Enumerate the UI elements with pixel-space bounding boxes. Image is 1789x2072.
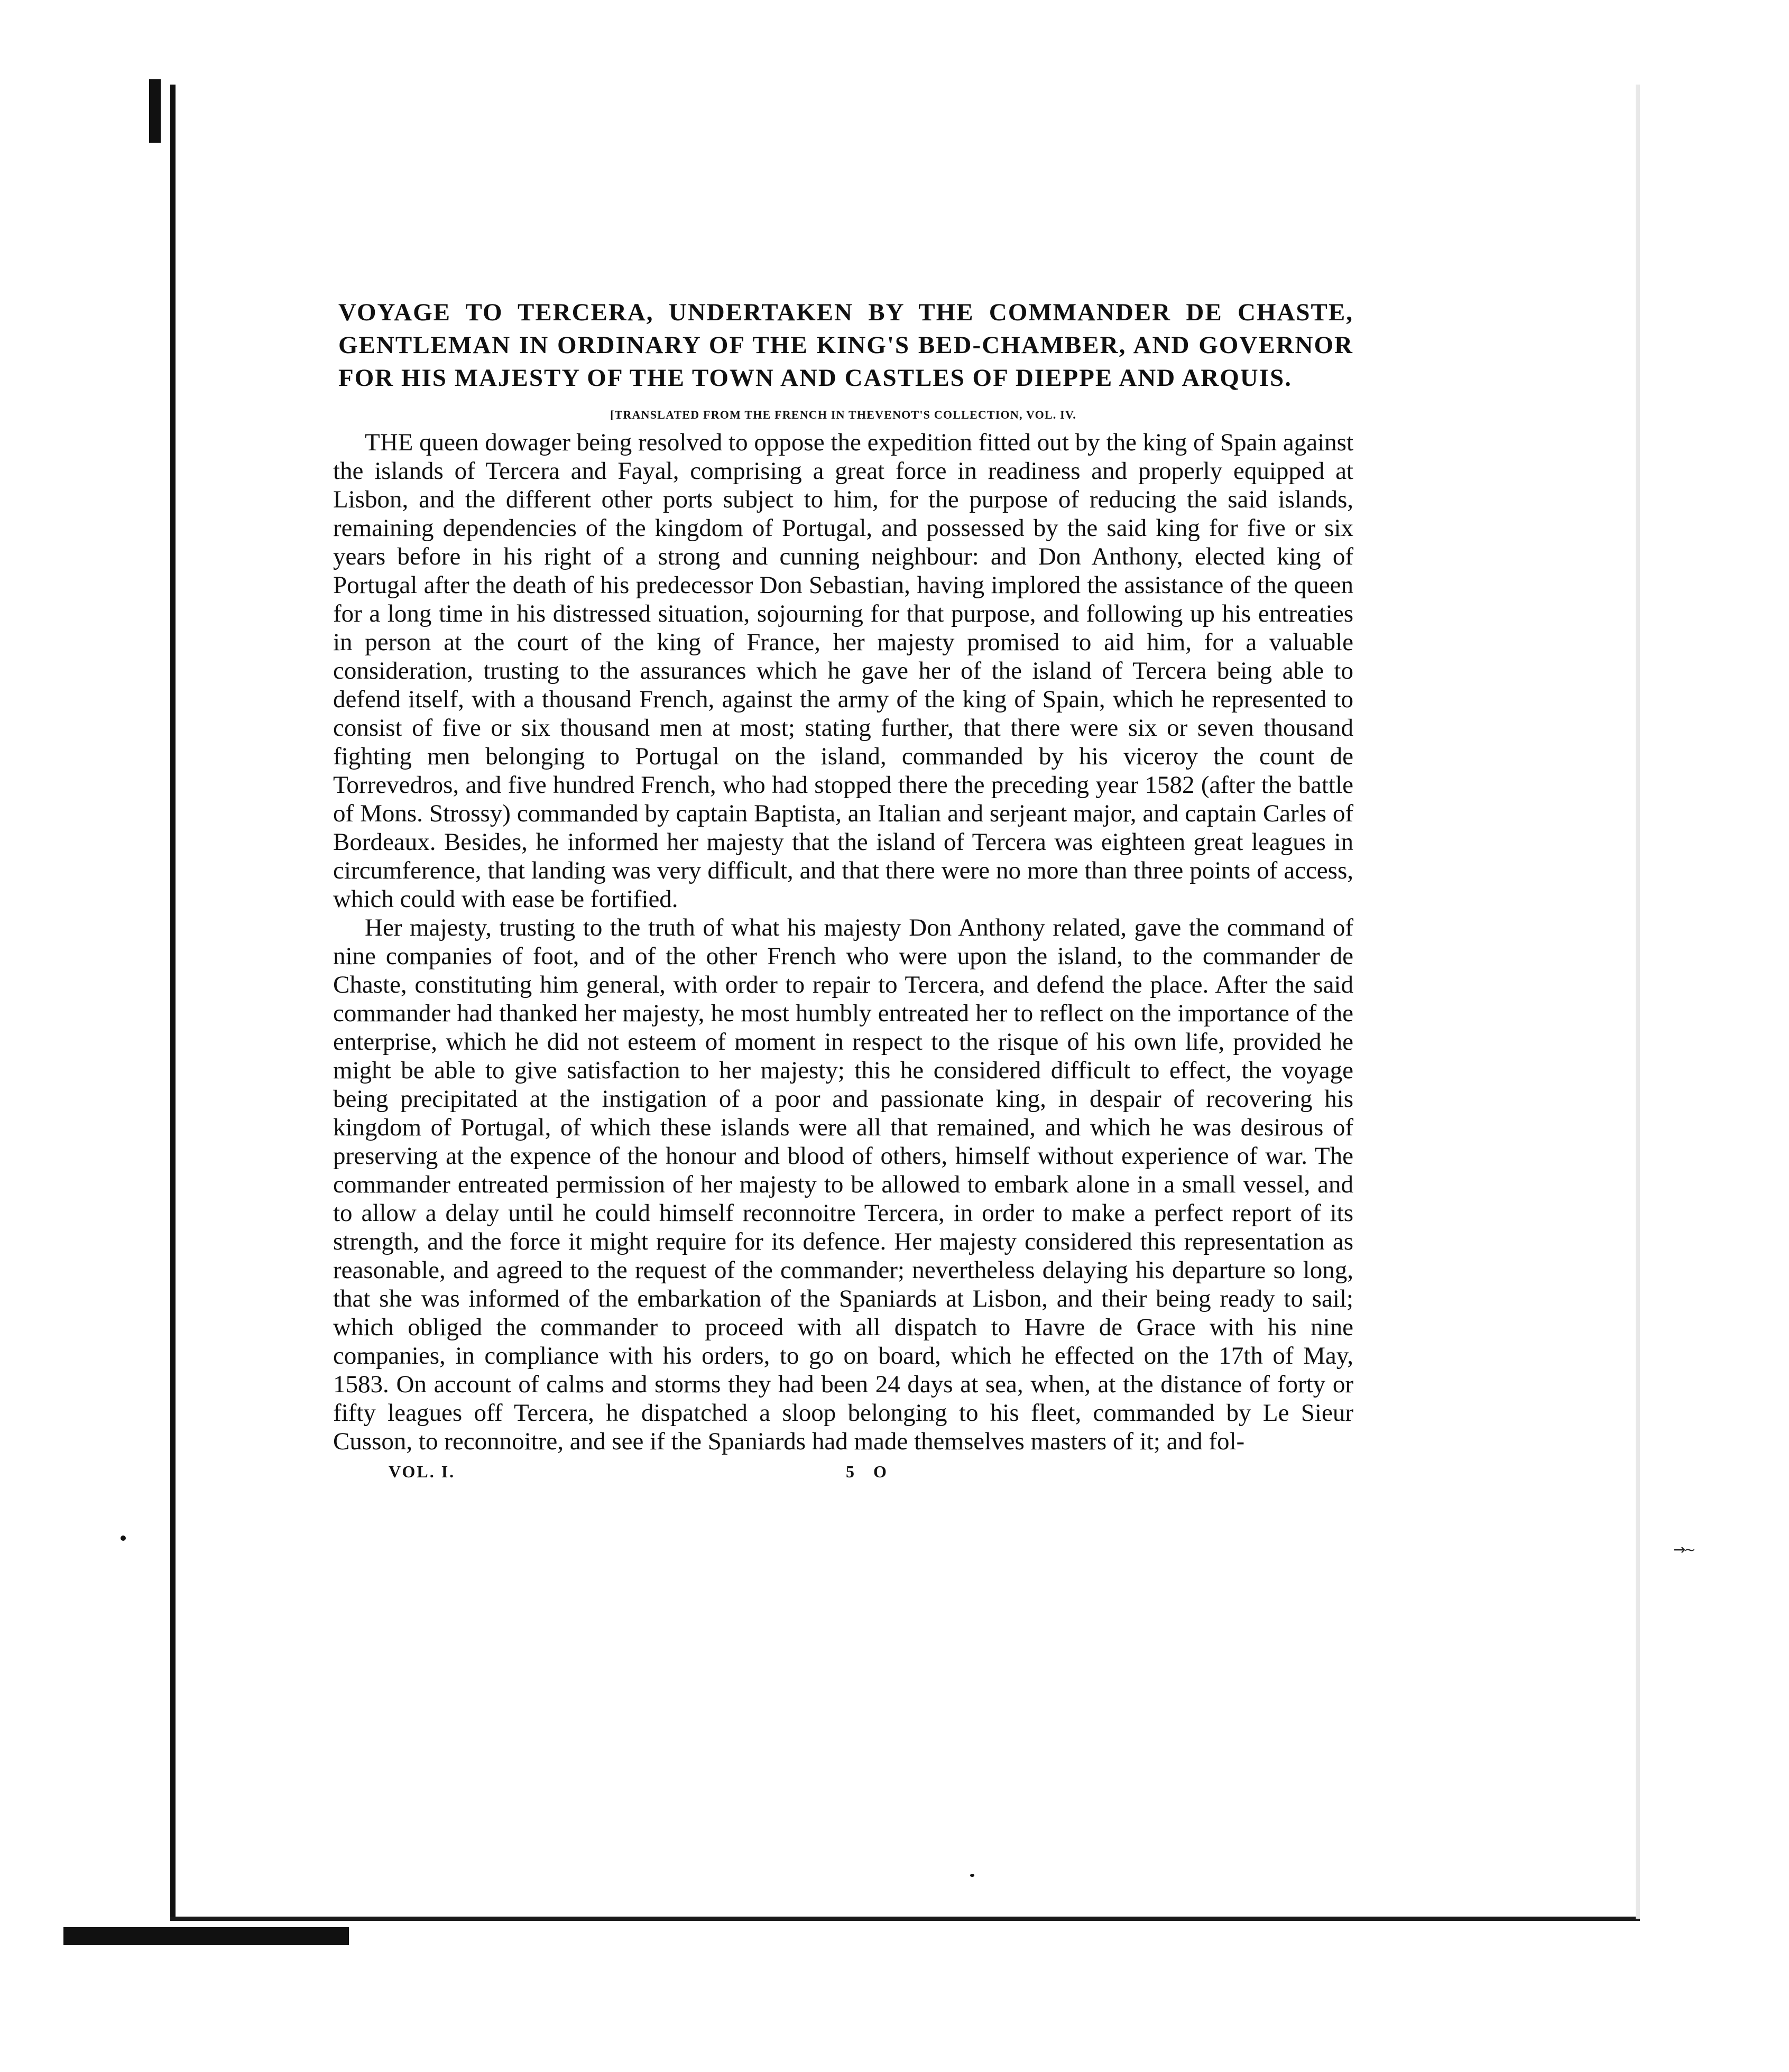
paragraph-1: THE queen dowager being resolved to oppose the expedition fitted out by the king of Spain against the islands of Tercera and Fayal, comprising a great force in readiness and properly equipped at Lisbon, and the different other ports subject to him, for the purpose of reducing the said islands, remaining dependencies of the kingdom of Portugal, and possessed by the said king for five or six years before in his right of a strong and cunning neighbour: and Don Anthony, elected king of Portugal after the death of his predecessor Don Sebastian, having implored the assistance of the queen for a long time in his distressed situation, sojourning for that purpose, and following up his entreaties in person at the court of the king of France, her majesty promised to aid him, for a valuable consideration, trusting to the assurances which he gave her of the island of Tercera being able to defend itself, with a thousand French, against the army of the king of Spain, which he represented to consist of five or six thousand men at most; stating further, that there were six or seven thousand fighting men belonging to Portugal on the island, commanded by his viceroy the count de Torrevedros, and five hundred French, who had stopped there the preceding year 1582 (after the battle of Mons. Strossy) commanded by captain Baptista, an Italian and serjeant major, and captain Carles of Bordeaux. Besides, he informed her majesty that the island of Tercera was eighteen great leagues in circumference, that landing was very difficult, and that there were no more than three points of access, which could with ease be fortified.: [333, 429, 1353, 913]
signature-mark: 5 O: [846, 1462, 894, 1481]
scan-speck: [121, 1536, 126, 1541]
scan-speck: [970, 1874, 974, 1877]
page-footer: [333, 1462, 1353, 1483]
document-page: [333, 296, 1353, 1483]
paragraph-2: Her majesty, trusting to the truth of what his majesty Don Anthony related, gave the command of nine companies of foot, and of the other French who were upon the island, to the commander de Chaste, constituting him general, with order to repair to Tercera, and defend the place. After the said commander had thanked her majesty, he most humbly entreated her to reflect on the importance of the enterprise, which he did not esteem of moment in respect to the risque of his own life, provided he might be able to give satisfaction to her majesty; this he considered difficult to effect, the voyage being precipitated at the instigation of a poor and passionate king, in despair of recovering his kingdom of Portugal, of which these islands were all that remained, and which he was desirous of preserving at the expence of the honour and blood of others, himself without experience of war. The commander entreated permission of her majesty to be allowed to embark alone in a small vessel, and to allow a delay until he could himself reconnoitre Tercera, in order to make a perfect report of its strength, and the force it might require for its defence. Her majesty considered this representation as reasonable, and agreed to the request of the commander; nevertheless delaying his departure so long, that she was informed of the embarkation of the Spaniards at Lisbon, and their being ready to sail; which obliged the commander to proceed with all dispatch to Havre de Grace with his nine companies, in compliance with his orders, to go on board, which he effected on the 17th of May, 1583. On account of calms and storms they had been 24 days at sea, when, at the distance of forty or fifty leagues off Tercera, he dispatched a sloop belonging to his fleet, commanded by Le Sieur Cusson, to reconnoitre, and see if the Spaniards had made themselves masters of it; and fol-: [333, 914, 1353, 1455]
scan-border-mark: [149, 79, 161, 143]
scan-border-left: [170, 85, 176, 1919]
volume-label: VOL. I.: [389, 1462, 456, 1481]
scan-border-bottom-bar: [63, 1927, 349, 1945]
scan-border-bottom: [170, 1917, 1640, 1921]
page-title: VOYAGE TO TERCERA, UNDERTAKEN BY THE COMMANDER DE CHASTE, GENTLEMAN IN ORDINARY OF THE KING'S BED-CHAMBER, AND GOVERNOR FOR HIS MAJESTY OF THE TOWN AND CASTLES OF DIEPPE AND ARQUIS.: [338, 299, 1353, 392]
margin-mark: →~: [1673, 1541, 1694, 1558]
scan-border-right: [1636, 85, 1640, 1919]
source-note: [TRANSLATED FROM THE FRENCH IN THEVENOT'S COLLECTION, VOL. IV.: [610, 408, 1076, 421]
